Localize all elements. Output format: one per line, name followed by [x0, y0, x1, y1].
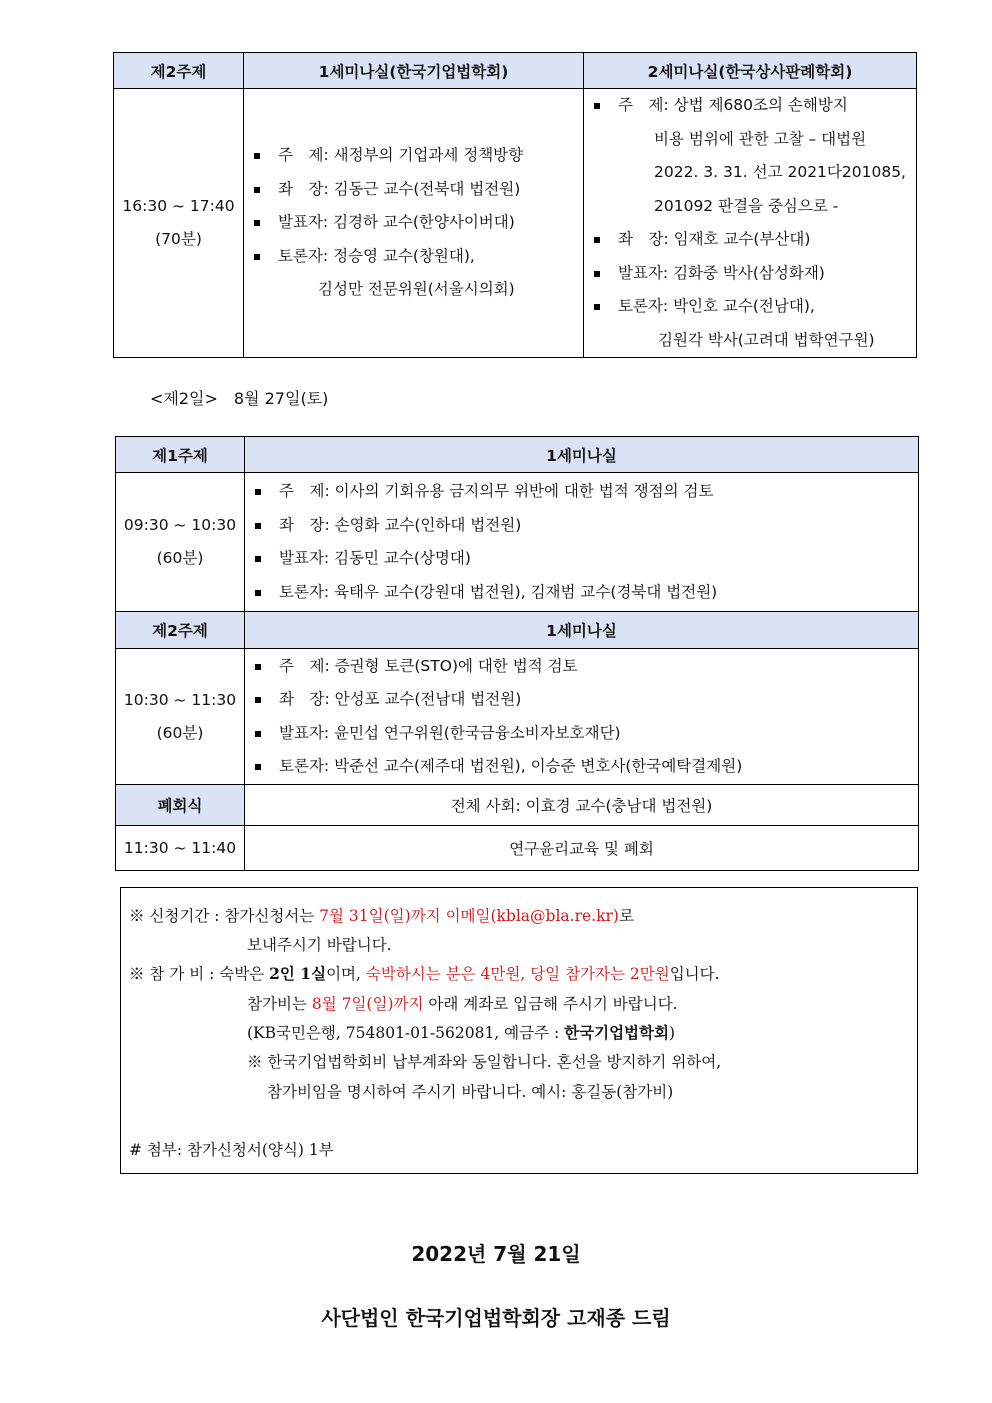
notice-fee-text-2: 이며, — [326, 965, 366, 983]
s2-time-cell — [116, 649, 245, 785]
notice-fee-suffix: 입니다. — [669, 965, 720, 983]
s2-header: 제2주제 — [116, 612, 245, 649]
notice-account-holder: 한국기업법학회 — [564, 1023, 669, 1042]
closing-header: 폐회식 — [116, 785, 245, 826]
room2-presenter: 발표자: 김화중 박사(삼성화재) — [594, 257, 916, 291]
notice-fee-text: 숙박은 — [219, 965, 270, 983]
session-time: 16:30 ~ 17:40 — [122, 197, 235, 215]
room2-discussant — [594, 290, 916, 357]
day1-session2-table — [113, 52, 917, 358]
s1-topic: 주 제: 이사의 기회유용 금지의무 위반에 대한 법적 쟁점의 검토 — [255, 475, 918, 509]
notice-fee-room: 2인 1실 — [269, 964, 327, 983]
notice-application-2: 보내주시기 바랍니다. — [247, 936, 392, 954]
notice-account-suffix: ) — [668, 1024, 676, 1042]
day2-table — [115, 436, 919, 871]
s1-time: 09:30 ~ 10:30 — [123, 516, 237, 534]
room1-discussant-2: 김성만 전문위원(서울시의회) — [318, 280, 515, 299]
s2-duration: (60분) — [156, 723, 204, 742]
notice-note-2: 참가비임을 명시하여 주시기 바랍니다. 예시: 홍길동(참가비) — [267, 1083, 674, 1101]
document-date: 2022년 7월 21일 — [411, 1242, 581, 1266]
room1-chair: 좌 장: 김동근 교수(전북대 법전원) — [254, 173, 583, 207]
s2-room: 1세미나실 — [245, 612, 919, 649]
closing-time: 11:30 ~ 11:40 — [116, 826, 245, 871]
session-time-cell — [114, 89, 244, 358]
s1-room: 1세미나실 — [245, 437, 919, 473]
notice-account-text: (KB국민은행, 754801-01-562081, 예금주 : — [247, 1024, 565, 1042]
s2-chair: 좌 장: 안성포 교수(전남대 법전원) — [255, 683, 918, 717]
room1-discussant-1: 토론자: 정승영 교수(창원대), — [278, 246, 475, 265]
closing-desc: 연구윤리교육 및 폐회 — [245, 826, 919, 871]
room1-discussant — [254, 240, 583, 307]
room2-topic-2: 비용 범위에 관한 고찰 – 대법원 — [654, 129, 867, 148]
notice-application-label: ※ 신청기간 : — [129, 907, 225, 925]
s1-time-cell — [116, 473, 245, 612]
notice-fee-deadline-suffix: 아래 계좌로 입금해 주시기 바랍니다. — [423, 995, 678, 1013]
closing-host: 전체 사회: 이효경 교수(충남대 법전원) — [245, 785, 919, 826]
room2-topic-3: 2022. 3. 31. 선고 2021다201085, — [654, 163, 906, 181]
notice-fee — [129, 962, 720, 984]
notice-note-1: ※ 한국기업법학회비 납부계좌와 동일합니다. 혼선을 방지하기 위하여, — [247, 1053, 722, 1071]
s1-header: 제1주제 — [116, 437, 245, 473]
s2-topic: 주 제: 증권형 토큰(STO)에 대한 법적 검토 — [255, 650, 918, 684]
notice-application-suffix: 로 — [618, 907, 634, 925]
room1-header: 1세미나실(한국기업법학회) — [244, 53, 584, 89]
s2-content — [245, 649, 919, 785]
notice-fee-deadline-text: 참가비는 — [247, 995, 312, 1013]
notice-fee-label: ※ 참 가 비 : — [129, 965, 220, 983]
room1-topic: 주 제: 새정부의 기업과세 정책방향 — [254, 139, 583, 173]
s2-time: 10:30 ~ 11:30 — [123, 690, 237, 709]
s1-discussant: 토론자: 육태우 교수(강원대 법전원), 김재범 교수(경북대 법전원) — [255, 576, 918, 610]
s1-chair: 좌 장: 손영화 교수(인하대 법전원) — [255, 509, 918, 543]
room2-chair: 좌 장: 임재호 교수(부산대) — [594, 223, 916, 257]
notice-application — [129, 904, 634, 926]
room2-header: 2세미나실(한국상사판례학회) — [584, 53, 917, 89]
s2-presenter: 발표자: 윤민섭 연구위원(한국금융소비자보호재단) — [255, 717, 918, 751]
session-duration: (70분) — [155, 230, 202, 248]
notice-box — [120, 887, 918, 1174]
notice-account — [247, 1021, 675, 1043]
room2-discussant-1: 토론자: 박인호 교수(전남대), — [618, 297, 815, 315]
room2-topic-1: 주 제: 상법 제680조의 손해방지 — [618, 96, 848, 114]
notice-application-text: 참가신청서는 — [224, 907, 320, 925]
notice-application-deadline: 7월 31일(일)까지 이메일(kbla@bla.re.kr) — [319, 907, 619, 925]
room2-discussant-2: 김원각 박사(고려대 법학연구원) — [658, 330, 875, 349]
notice-fee-deadline-date: 8월 7일(일)까지 — [311, 995, 424, 1013]
room1-presenter: 발표자: 김경하 교수(한양사이버대) — [254, 206, 583, 240]
notice-fee-amount: 숙박하시는 분은 4만원, 당일 참가자는 2만원 — [365, 965, 670, 983]
document-signature: 사단법인 한국기업법학회장 고재종 드림 — [321, 1306, 671, 1330]
notice-fee-deadline — [247, 992, 678, 1014]
room1-cell — [244, 89, 584, 358]
s1-content — [245, 473, 919, 612]
room2-topic — [594, 89, 916, 223]
s1-duration: (60분) — [156, 549, 204, 567]
day2-label: <제2일> 8월 27일(토) — [150, 389, 329, 408]
room2-cell — [584, 89, 917, 358]
s2-discussant: 토론자: 박준선 교수(제주대 법전원), 이승준 변호사(한국예탁결제원) — [255, 750, 918, 784]
room2-topic-4: 201092 판결을 중심으로 - — [654, 196, 839, 215]
s1-presenter: 발표자: 김동민 교수(상명대) — [255, 542, 918, 576]
notice-attachment: # 첨부: 참가신청서(양식) 1부 — [129, 1141, 334, 1159]
session-header: 제2주제 — [114, 53, 244, 89]
